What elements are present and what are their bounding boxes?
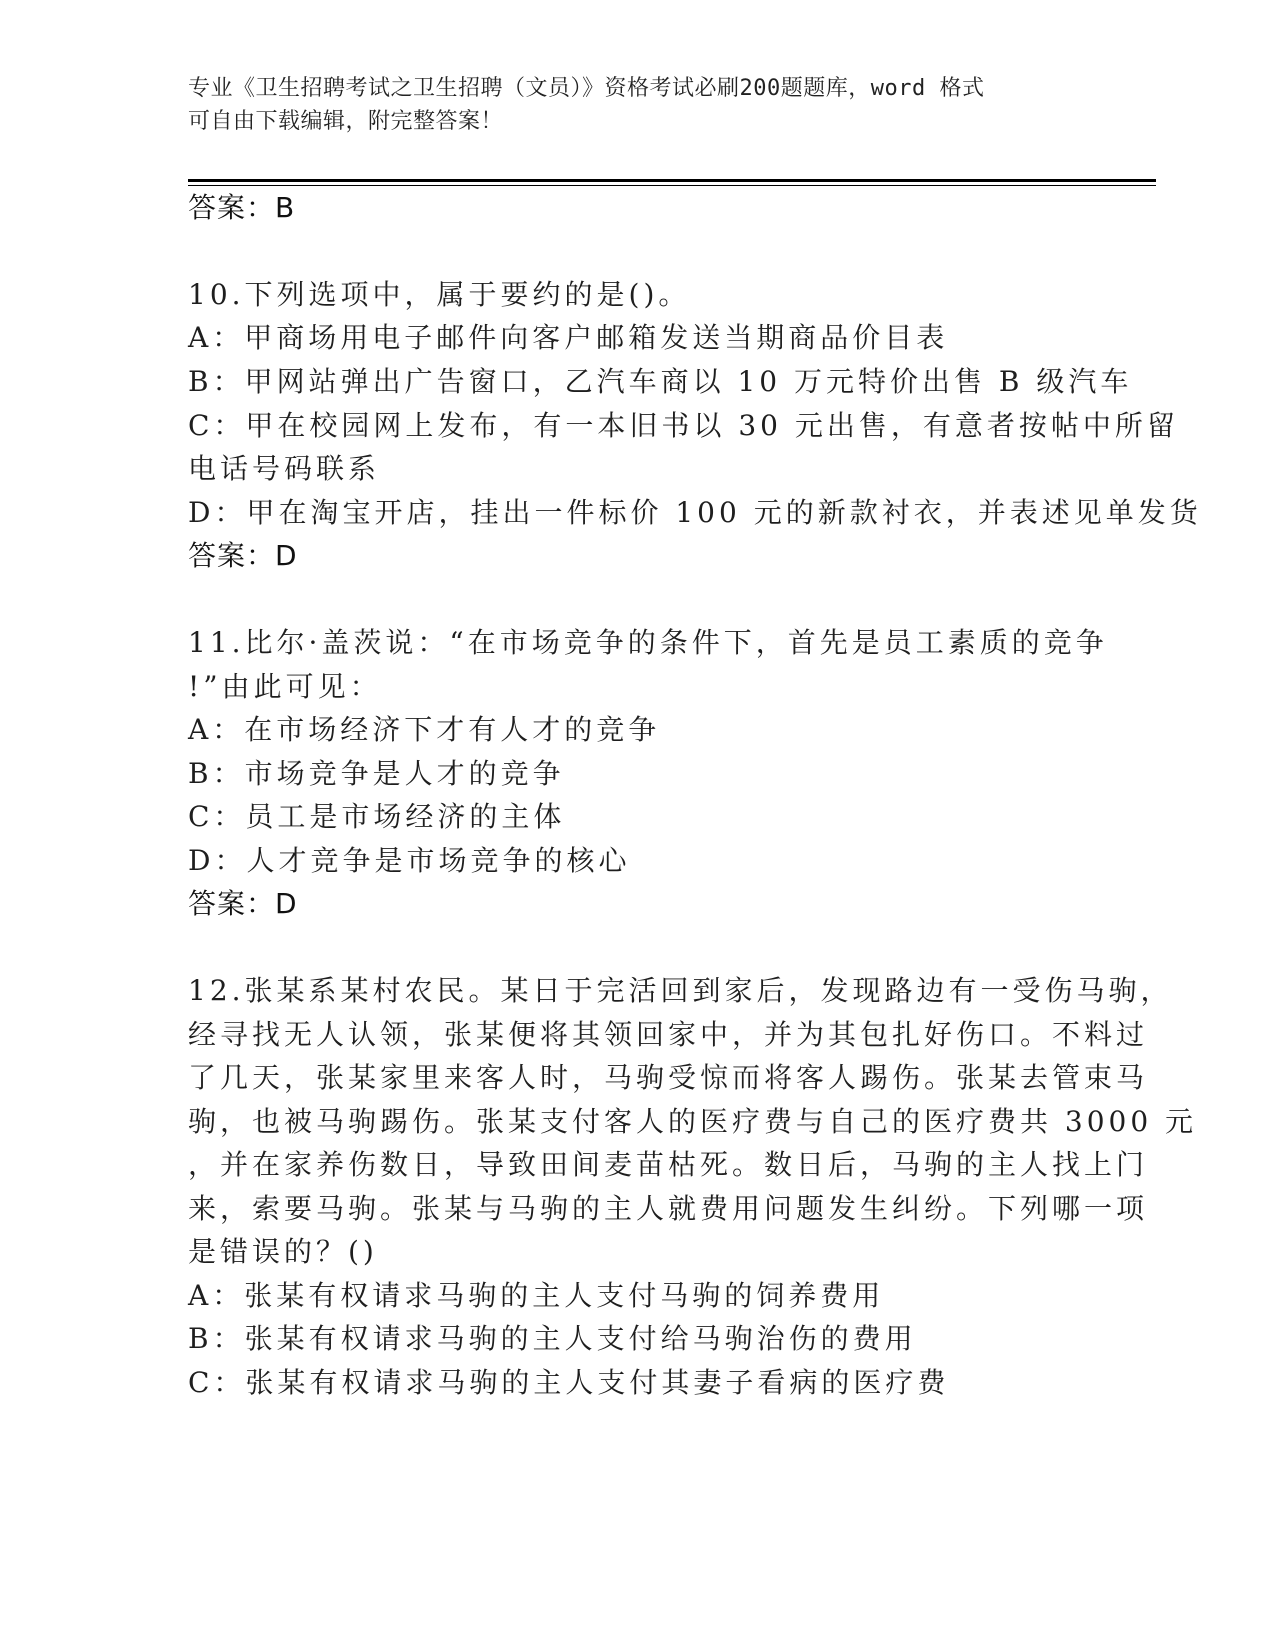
q12-stem-line6: 来，索要马驹。张某与马驹的主人就费用问题发生纠纷。下列哪一项 <box>188 1192 1149 1225</box>
q10-option-a: A：甲商场用电子邮件向客户邮箱发送当期商品价目表 <box>188 321 949 354</box>
q12-option-c: C：张某有权请求马驹的主人支付其妻子看病的医疗费 <box>188 1366 950 1399</box>
q12-option-a: A：张某有权请求马驹的主人支付马驹的饲养费用 <box>188 1279 885 1312</box>
q12-stem-line4: 驹，也被马驹踢伤。张某支付客人的医疗费与自己的医疗费共 3000 元 <box>188 1105 1198 1138</box>
q12-stem-line5: ，并在家养伤数日，导致田间麦苗枯死。数日后，马驹的主人找上门 <box>188 1148 1149 1181</box>
q11-stem-line1: 11.比尔·盖茨说：“在市场竞争的条件下，首先是员工素质的竞争 <box>188 626 1108 659</box>
q12-stem-line7: 是错误的？() <box>188 1235 378 1268</box>
q10-option-b: B：甲网站弹出广告窗口，乙汽车商以 10 万元特价出售 B 级汽车 <box>188 365 1133 398</box>
q10-option-d: D：甲在淘宝开店，挂出一件标价 100 元的新款衬衣，并表述见单发货 <box>188 496 1202 529</box>
q10-option-c-line2: 电话号码联系 <box>188 452 381 485</box>
q10-answer: 答案：D <box>188 539 298 572</box>
q12-option-b: B：张某有权请求马驹的主人支付给马驹治伤的费用 <box>188 1322 917 1355</box>
q11-option-d: D：人才竞争是市场竞争的核心 <box>188 844 631 877</box>
q11-stem-line2: !”由此可见： <box>188 670 382 703</box>
header-rule-thin <box>188 185 1156 186</box>
q11-option-a: A：在市场经济下才有人才的竞争 <box>188 713 661 746</box>
q11-answer: 答案：D <box>188 887 298 920</box>
q12-stem-line2: 经寻找无人认领，张某便将其领回家中，并为其包扎好伤口。不料过 <box>188 1018 1149 1051</box>
q12-stem-line1: 12.张某系某村农民。某日于完活回到家后，发现路边有一受伤马驹， <box>188 974 1173 1007</box>
q11-option-c: C：员工是市场经济的主体 <box>188 800 566 833</box>
q11-option-b: B：市场竞争是人才的竞争 <box>188 757 565 790</box>
header-line-2: 可自由下载编辑，附完整答案！ <box>188 109 504 134</box>
q10-stem: 10.下列选项中，属于要约的是()。 <box>188 278 691 311</box>
answer-previous: 答案：B <box>188 191 296 224</box>
header-rule-thick <box>188 179 1156 182</box>
document-header <box>188 72 1088 138</box>
q10-option-c-line1: C：甲在校园网上发布，有一本旧书以 30 元出售，有意者按帖中所留 <box>188 409 1179 442</box>
header-line-1: 专业《卫生招聘考试之卫生招聘（文员）》资格考试必刷200题题库，word 格式 <box>188 76 985 101</box>
q12-stem-line3: 了几天，张某家里来客人时，马驹受惊而将客人踢伤。张某去管束马 <box>188 1061 1149 1094</box>
